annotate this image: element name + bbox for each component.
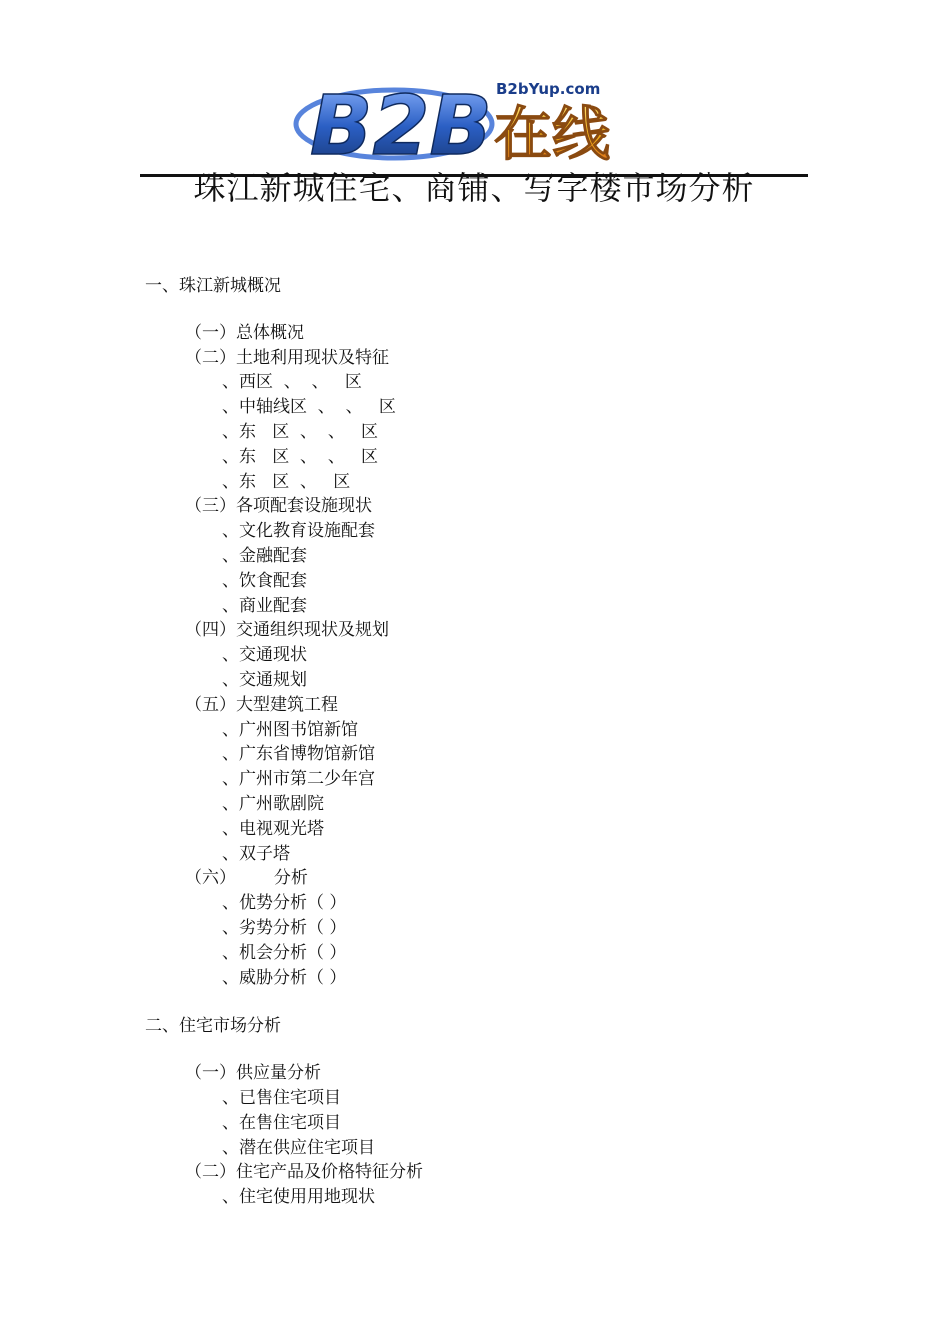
section-heading: 二、住宅市场分析: [145, 1016, 281, 1036]
list-item: 、广东省博物馆新馆: [222, 744, 375, 764]
list-item: 、交通规划: [222, 670, 307, 690]
section-heading: 一、珠江新城概况: [145, 276, 281, 296]
subsection-item: （四）交通组织现状及规划: [185, 620, 389, 640]
logo-domain-text: B2bYup.com: [496, 80, 601, 98]
list-item: 、交通现状: [222, 645, 307, 665]
list-item: 、金融配套: [222, 546, 307, 566]
list-item: 、广州市第二少年宫: [222, 769, 375, 789]
list-item: 、东 区 、 区: [222, 472, 351, 492]
list-item: 、机会分析（ ）: [222, 943, 347, 963]
list-item: 、在售住宅项目: [222, 1113, 341, 1133]
list-item: 、潜在供应住宅项目: [222, 1138, 375, 1158]
list-item: 、住宅使用用地现状: [222, 1187, 375, 1207]
list-item: 、广州图书馆新馆: [222, 720, 358, 740]
subsection-item: （三）各项配套设施现状: [185, 496, 372, 516]
list-item: 、优势分析（ ）: [222, 893, 347, 913]
list-item: 、劣势分析（ ）: [222, 918, 347, 938]
subsection-item: （六） 分析: [185, 868, 308, 888]
list-item: 、已售住宅项目: [222, 1088, 341, 1108]
list-item: 、西区 、 、 区: [222, 372, 362, 392]
list-item: 、中轴线区 、 、 区: [222, 397, 396, 417]
list-item: 、电视观光塔: [222, 819, 324, 839]
b2b-logo: [290, 72, 620, 168]
document-title: 珠江新城住宅、商铺、写字楼市场分析: [193, 169, 755, 207]
list-item: 、商业配套: [222, 596, 307, 616]
subsection-item: （一）供应量分析: [185, 1063, 321, 1083]
subsection-item: （五）大型建筑工程: [185, 695, 338, 715]
list-item: 、威胁分析（ ）: [222, 968, 347, 988]
list-item: 、饮食配套: [222, 571, 307, 591]
list-item: 、东 区 、 、 区: [222, 422, 379, 442]
list-item: 、双子塔: [222, 844, 290, 864]
list-item: 、文化教育设施配套: [222, 521, 375, 541]
list-item: 、东 区 、 、 区: [222, 447, 379, 467]
logo-brand-text: B2B: [310, 79, 493, 168]
logo-brand-cn: 在线: [494, 100, 611, 168]
subsection-item: （二）住宅产品及价格特征分析: [185, 1162, 423, 1182]
subsection-item: （一）总体概况: [185, 323, 304, 343]
subsection-item: （二）土地利用现状及特征: [185, 348, 389, 368]
list-item: 、广州歌剧院: [222, 794, 324, 814]
